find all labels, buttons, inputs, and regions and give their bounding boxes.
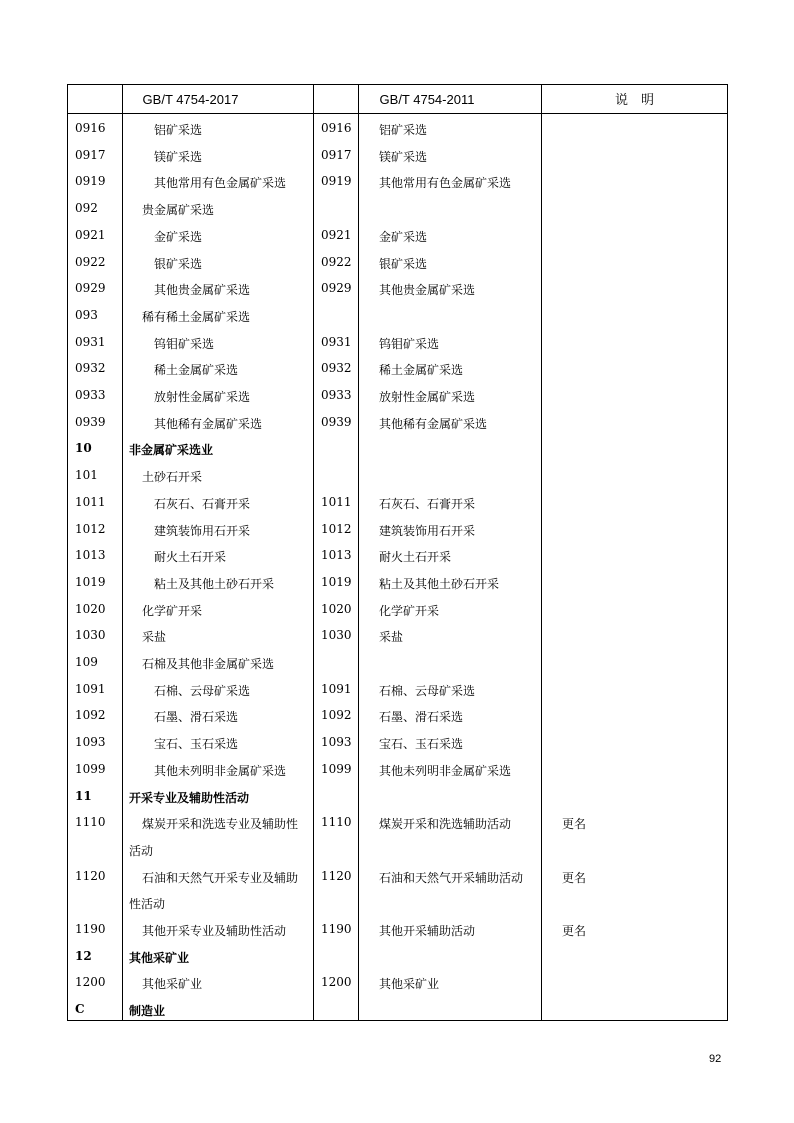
code-2011: 1190: [321, 922, 352, 936]
name-2017: 其他贵金属矿采选: [154, 283, 251, 298]
name-2011: 稀土金属矿采选: [379, 363, 464, 378]
table-row: [68, 228, 727, 255]
table-row: [68, 1002, 727, 1029]
table-row: [68, 255, 727, 282]
name-2017: 开采专业及辅助性活动: [129, 790, 250, 805]
name-2017: 钨钼矿采选: [154, 336, 215, 351]
table-row: [68, 174, 727, 201]
table-row: [68, 201, 727, 228]
name-2017: 其他稀有金属矿采选: [154, 416, 263, 431]
code-2011: 0922: [321, 254, 352, 269]
code-2017: 1093: [75, 735, 106, 750]
code-2011: 1020: [321, 601, 352, 616]
table-row: [68, 708, 727, 735]
name-2017: 煤炭开采和洗选专业及辅助性: [142, 817, 299, 832]
table-row: [68, 121, 727, 148]
name-2017: 石棉及其他非金属矿采选: [142, 657, 275, 671]
name-2011: 采盐: [379, 630, 404, 645]
note: 更名: [562, 817, 587, 832]
code-2011: 1099: [321, 761, 352, 776]
code-2017: 1091: [75, 681, 106, 696]
code-2017: 0932: [75, 361, 106, 376]
name-2011: 石油和天然气开采辅助活动: [379, 870, 524, 885]
code-2017: 101: [75, 468, 98, 483]
code-2017: 1120: [75, 868, 106, 883]
name-2011: 其他未列明非金属矿采选: [379, 763, 512, 778]
table-row: [68, 308, 727, 335]
table-row: [68, 762, 727, 789]
table-row: [68, 575, 727, 602]
name-2017: 宝石、玉石采选: [154, 737, 239, 752]
name-2011: 石棉、云母矿采选: [379, 683, 476, 698]
code-2017: 0929: [75, 281, 106, 296]
table-row: [68, 949, 727, 976]
table-row: [68, 468, 727, 495]
note: 更名: [562, 924, 587, 938]
code-2017: 0922: [75, 254, 106, 269]
name-2017: 化学矿开采: [142, 603, 203, 618]
name-2011: 镁矿采选: [379, 149, 428, 164]
name-2011: 放射性金属矿采选: [379, 390, 476, 404]
name-2017: 非金属矿采选业: [129, 443, 214, 458]
name-2017: 其他采矿业: [129, 950, 190, 965]
code-2017: 1012: [75, 521, 106, 536]
table-row: [68, 655, 727, 682]
name-2017: 石油和天然气开采专业及辅助: [142, 870, 299, 885]
name-2017: 石灰石、石膏开采: [154, 496, 251, 511]
table-row: [68, 335, 727, 362]
header-gbt-2011: GB/T 4754-2011: [379, 92, 475, 107]
code-2017: 1019: [75, 574, 106, 589]
code-2017: 0919: [75, 174, 106, 189]
name-2017: 金矿采选: [154, 229, 203, 244]
name-2017: 制造业: [129, 1004, 166, 1019]
name-2017: 其他采矿业: [142, 977, 203, 992]
name-2017: 建筑装饰用石开采: [154, 523, 251, 538]
name-2017: 其他常用有色金属矿采选: [154, 176, 287, 191]
code-2017: 1013: [75, 548, 106, 563]
code-2017: 1030: [75, 628, 106, 643]
code-2017: 0939: [75, 414, 106, 429]
name-2017: 银矿采选: [154, 256, 203, 271]
code-2017: 0917: [75, 147, 106, 162]
code-2011: 1011: [321, 494, 352, 509]
code-2017: 1110: [75, 815, 106, 830]
code-2011: 1019: [321, 574, 352, 589]
name-2017: 放射性金属矿采选: [154, 390, 251, 404]
code-2011: 1200: [321, 975, 352, 990]
code-2011: 0931: [321, 334, 352, 349]
code-2011: 1030: [321, 628, 352, 643]
code-2011: 1093: [321, 735, 352, 750]
table-row: [68, 361, 727, 388]
name-2011: 粘土及其他土砂石开采: [379, 576, 500, 591]
name-2017: 镁矿采选: [154, 149, 203, 164]
classification-table: [67, 84, 728, 1021]
code-2017: 093: [75, 307, 98, 322]
code-2011: 0921: [321, 227, 352, 242]
table-row: [68, 975, 727, 1002]
header-gbt-2017: GB/T 4754-2017: [142, 92, 239, 107]
code-2011: 0939: [321, 414, 352, 429]
code-2017: 0931: [75, 334, 106, 349]
table-row: [68, 441, 727, 468]
table-row: [68, 682, 727, 709]
code-2017: 1092: [75, 708, 106, 723]
name-2011: 化学矿开采: [379, 603, 440, 618]
name-2017: 采盐: [142, 630, 167, 645]
table-row: [68, 628, 727, 655]
name-2017: 石棉、云母矿采选: [154, 683, 251, 698]
table-row: [68, 281, 727, 308]
note: 更名: [562, 870, 587, 885]
name-2011: 其他稀有金属矿采选: [379, 416, 488, 431]
name-2011: 耐火土石开采: [379, 550, 452, 565]
name-2017: 粘土及其他土砂石开采: [154, 576, 275, 591]
table-row: [68, 548, 727, 575]
name-2017: 耐火土石开采: [154, 550, 227, 565]
name-2011: 其他常用有色金属矿采选: [379, 176, 512, 191]
code-2011: 1013: [321, 548, 352, 563]
code-2011: 1091: [321, 681, 352, 696]
name-2011: 其他贵金属矿采选: [379, 283, 476, 298]
code-2017: 1020: [75, 601, 106, 616]
code-2017: 1011: [75, 494, 106, 509]
name-2011: 煤炭开采和洗选辅助活动: [379, 817, 512, 832]
code-2011: 0933: [321, 388, 352, 402]
code-2011: 1012: [321, 521, 352, 536]
table-row: [68, 735, 727, 762]
name-2011: 建筑装饰用石开采: [379, 523, 476, 538]
code-2017: 1200: [75, 975, 106, 990]
table-row: [68, 922, 727, 949]
name-2011: 银矿采选: [379, 256, 428, 271]
table-row: [68, 869, 727, 922]
name-2011: 其他采矿业: [379, 977, 440, 992]
name-2017: 其他未列明非金属矿采选: [154, 763, 287, 778]
name-2011: 铝矿采选: [379, 123, 428, 137]
code-2017: 1190: [75, 922, 106, 936]
code-2017: 0916: [75, 121, 106, 135]
name-2017: 稀土金属矿采选: [154, 363, 239, 378]
name-2011: 石灰石、石膏开采: [379, 496, 476, 511]
name-2017: 贵金属矿采选: [142, 203, 215, 218]
code-2011: 0919: [321, 174, 352, 189]
table-row: [68, 148, 727, 175]
table-row: [68, 495, 727, 522]
page-number: 92: [709, 1053, 722, 1065]
code-2017: 12: [75, 948, 92, 963]
name-2017: 稀有稀土金属矿采选: [142, 309, 251, 324]
code-2011: 0917: [321, 147, 352, 162]
table-row: [68, 388, 727, 415]
table-row: [68, 789, 727, 816]
name-2011: 钨钼矿采选: [379, 336, 440, 351]
code-2017: 11: [75, 788, 92, 803]
name-2017: 铝矿采选: [154, 123, 203, 137]
name-2017: 其他开采专业及辅助性活动: [142, 924, 287, 938]
header-note: 说 明: [614, 92, 654, 107]
code-2011: 1110: [321, 815, 352, 830]
name-2011: 宝石、玉石采选: [379, 737, 464, 752]
code-2011: 1120: [321, 868, 352, 883]
code-2017: 0921: [75, 227, 106, 242]
name-2011: 金矿采选: [379, 229, 428, 244]
code-2017: C: [75, 1002, 85, 1017]
code-2017: 092: [75, 201, 98, 216]
code-2017: 10: [75, 441, 92, 456]
table-row: [68, 815, 727, 868]
table-row: [68, 522, 727, 549]
table-row: [68, 602, 727, 629]
code-2011: 0929: [321, 281, 352, 296]
code-2017: 0933: [75, 388, 106, 402]
code-2017: 109: [75, 655, 98, 669]
code-2011: 0916: [321, 121, 352, 135]
header-divider: [68, 113, 727, 114]
code-2011: 0932: [321, 361, 352, 376]
name-2017-continued: 性活动: [129, 897, 166, 912]
name-2017: 土砂石开采: [142, 470, 203, 485]
table-row: [68, 415, 727, 442]
name-2011: 其他开采辅助活动: [379, 924, 476, 938]
name-2011: 石墨、滑石采选: [379, 710, 464, 725]
code-2017: 1099: [75, 761, 106, 776]
code-2011: 1092: [321, 708, 352, 723]
name-2017-continued: 活动: [129, 843, 154, 858]
name-2017: 石墨、滑石采选: [154, 710, 239, 725]
